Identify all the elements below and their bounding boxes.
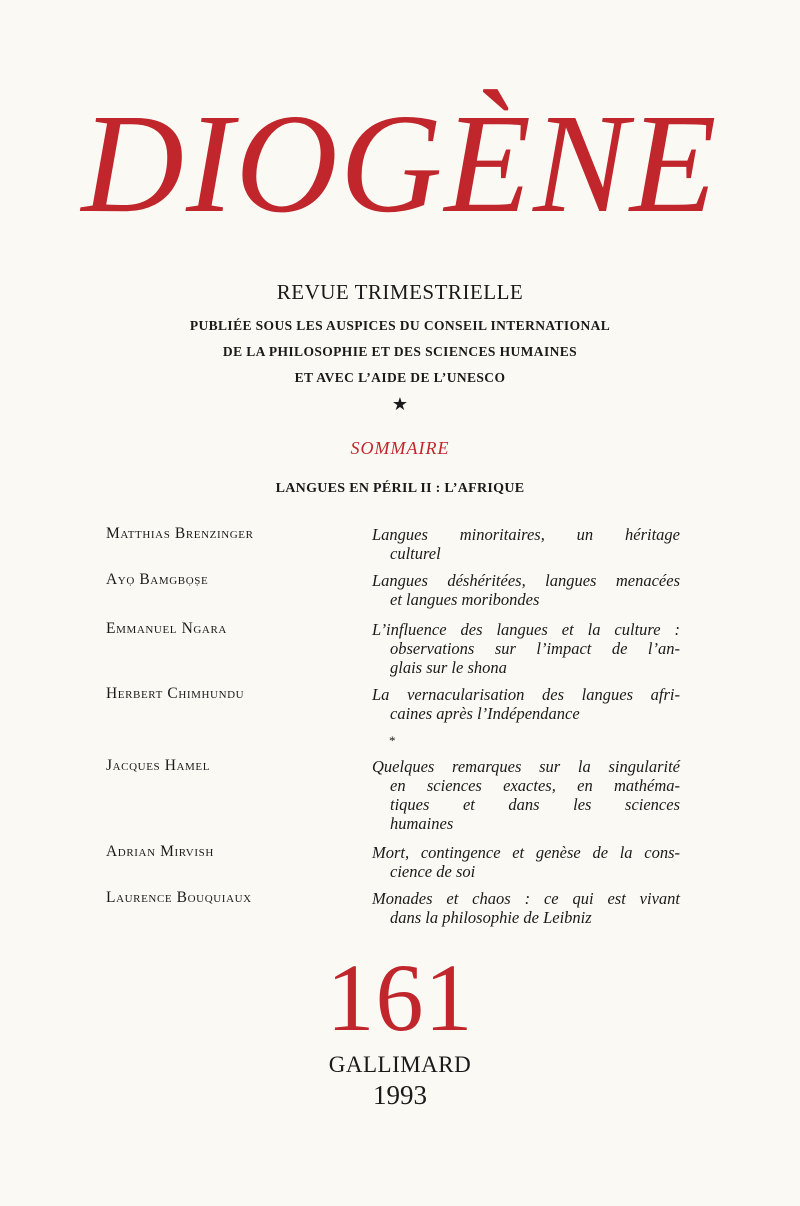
toc-title: [372, 620, 680, 677]
toc-author: Laurence Bouquiaux: [106, 889, 252, 906]
toc-title-line: La vernacularisation des langues afri-: [372, 685, 680, 704]
toc-title-line: Quelques remarques sur la singularité: [372, 757, 680, 776]
toc-title: [372, 685, 680, 723]
description-line-2: DE LA PHILOSOPHIE ET DES SCIENCES HUMAINES: [222, 344, 578, 359]
toc-title-line: humaines: [390, 814, 454, 833]
toc-author: Ayọ Bamgbọṣe: [106, 571, 209, 588]
toc-title-line: culturel: [390, 544, 441, 563]
toc-title: [372, 889, 680, 927]
journal-title: DIOGÈNE: [81, 84, 719, 242]
toc-title-line: Langues déshéritées, langues menacées: [372, 571, 680, 590]
toc-author: Adrian Mirvish: [106, 843, 214, 860]
toc-title: [372, 843, 680, 881]
toc-title: [372, 757, 680, 833]
toc-title: [372, 525, 680, 563]
toc-title-line: et langues moribondes: [390, 590, 540, 609]
toc-title-line: Mort, contingence et genèse de la cons-: [372, 843, 680, 862]
toc-title-line: observations sur l’impact de l’an-: [390, 639, 680, 658]
toc-title-line: L’influence des langues et la culture :: [372, 620, 680, 639]
toc-title-line: Langues minoritaires, un héritage: [372, 525, 680, 544]
toc-title-line: dans la philosophie de Leibniz: [390, 908, 592, 927]
publisher-name: GALLIMARD: [328, 1052, 472, 1077]
toc-title-line: glais sur le shona: [390, 658, 507, 677]
toc-title: [372, 571, 680, 609]
description-line-1: PUBLIÉE SOUS LES AUSPICES DU CONSEIL INTERNATIONAL: [189, 318, 611, 333]
section-separator: *: [389, 733, 396, 748]
toc-author: Jacques Hamel: [106, 757, 211, 774]
toc-title-line: caines après l’Indépendance: [390, 704, 580, 723]
toc-title-line: Monades et chaos : ce qui est vivant: [372, 889, 680, 908]
toc-title-line: en sciences exactes, en mathéma-: [390, 776, 680, 795]
toc-title-line: tiques et dans les sciences: [390, 795, 680, 814]
toc-author: Emmanuel Ngara: [106, 620, 227, 637]
toc-author: Matthias Brenzinger: [106, 525, 254, 542]
issue-number: 161: [326, 944, 474, 1051]
publication-year: 1993: [373, 1080, 427, 1110]
journal-subtitle: REVUE TRIMESTRIELLE: [276, 280, 524, 304]
toc-title-line: cience de soi: [390, 862, 476, 881]
star-ornament: ★: [391, 394, 409, 414]
description-line-3: ET AVEC L’AIDE DE L’UNESCO: [294, 370, 506, 385]
sommaire-heading: SOMMAIRE: [350, 438, 450, 458]
issue-theme: LANGUES EN PÉRIL II : L’AFRIQUE: [275, 481, 525, 496]
toc-author: Herbert Chimhundu: [106, 685, 245, 702]
